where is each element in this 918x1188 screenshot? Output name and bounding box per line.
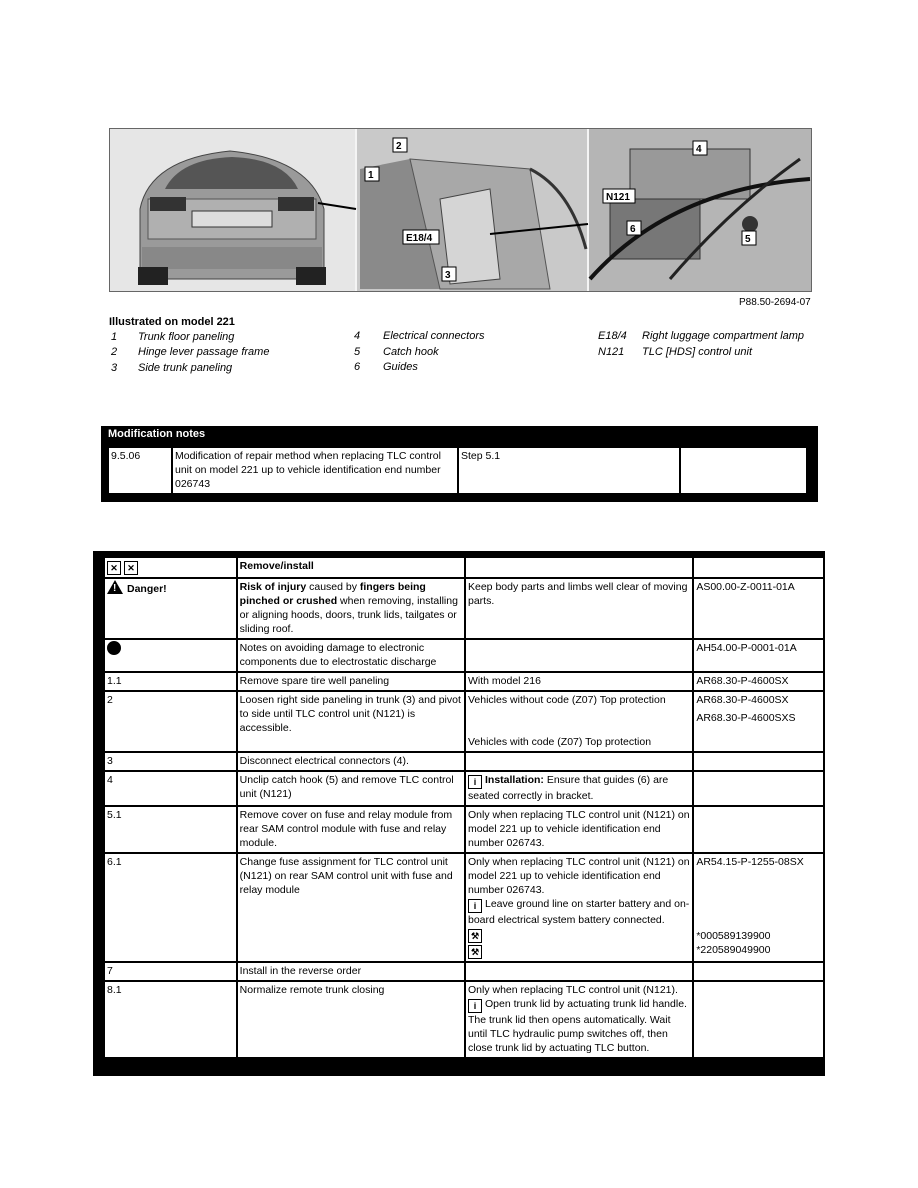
callout-5: 5 [745,234,751,245]
step-number: 8.1 [104,981,237,1058]
info-text: Open trunk lid by actuating trunk lid handle. The trunk lid then opens automatically. Wait until TLC hydraulic pump switches off, then close trunk lid by actuating TLC button. [468,998,687,1054]
modification-notes-title: Modification notes [108,428,206,440]
info-icon: i [468,899,482,913]
step-action: Change fuse assignment for TLC control unit (N121) on rear SAM control unit with fuse and relay module [237,853,465,962]
callout-3: 3 [445,270,451,281]
callout-2: 2 [396,141,402,152]
remove-install-icons: ✕ ✕ [104,557,237,578]
table-row [104,962,824,981]
step-action: Unclip catch hook (5) and remove TLC control unit (N121) [237,771,465,806]
step-action: Normalize remote trunk closing [237,981,465,1058]
legend-title: Illustrated on model 221 [109,316,235,328]
callout-n121: N121 [606,192,630,203]
modification-date: 9.5.06 [108,447,172,494]
step-note-2: Vehicles with code (Z07) Top protection [468,736,652,748]
danger-label: Danger! [127,583,167,595]
step-number: 5.1 [104,806,237,853]
step-action: Remove cover on fuse and relay module from rear SAM control module with fuse and relay module. [237,806,465,853]
step-number: 3 [104,752,237,771]
table-row [104,639,824,672]
step-action: Loosen right side paneling in trunk (3) and pivot to side until TLC control unit (N121) is accessible. [237,691,465,752]
modification-step: Step 5.1 [458,447,680,494]
callout-e18-4: E18/4 [406,233,433,244]
danger-risk: Risk of injury [239,581,307,593]
step-note: Only when replacing TLC control unit (N121) on model 221 up to vehicle identification end number 026743. [465,806,693,853]
step-note: Only when replacing TLC control unit (N121) on model 221 up to vehicle identification end number 026743. [468,856,690,896]
table-row [104,578,824,639]
modification-extra [680,447,807,494]
installation-label: Installation: [485,774,544,786]
danger-fingers: fingers being pinched or crushed [239,581,426,607]
table-row [104,672,824,691]
info-icon: i [468,775,482,789]
step-number: 1.1 [104,672,237,691]
table-row [104,691,824,752]
danger-note: Keep body parts and limbs well clear of moving parts. [465,578,693,639]
esd-icon [107,641,121,655]
callout-1: 1 [368,170,374,181]
modification-description: Modification of repair method when replacing TLC control unit on model 221 up to vehicle identification end number 026743 [172,447,458,494]
step-ref-1: AR68.30-P-4600SX [696,694,789,706]
header-title: Remove/install [237,557,465,578]
table-row [104,752,824,771]
step-action: Remove spare tire well paneling [237,672,465,691]
esd-text: Notes on avoiding damage to electronic components due to electrostatic discharge [237,639,465,672]
esd-ref: AH54.00-P-0001-01A [693,639,824,672]
step-number: 7 [104,962,237,981]
step-ref: AR54.15-P-1255-08SX [696,856,804,868]
info-text: Leave ground line on starter battery and on-board electrical system battery connected. [468,898,690,926]
table-row [104,981,824,1058]
step-ref: AR68.30-P-4600SX [693,672,824,691]
tool-number-2: *220589049900 [696,944,771,956]
danger-caused-by: caused by [306,581,360,593]
step-note-1: Vehicles without code (Z07) Top protection [468,694,666,706]
info-icon: i [468,999,482,1013]
modification-notes-box [101,426,818,502]
figure-code: P88.50-2694-07 [739,297,811,308]
table-row [104,806,824,853]
step-action: Install in the reverse order [237,962,465,981]
step-note: Only when replacing TLC control unit (N121). [468,984,678,996]
step-number: 2 [104,691,237,752]
table-row [104,771,824,806]
procedure-box [93,551,825,1076]
step-note: With model 216 [465,672,693,691]
step-number: 4 [104,771,237,806]
callout-4: 4 [696,144,702,155]
warning-icon [107,580,123,594]
tool-icon: ⚒ [468,945,482,959]
step-number: 6.1 [104,853,237,962]
table-row [104,853,824,962]
danger-rest: when removing, installing or aligning hoods, doors, trunk lids, tailgates or sliding roof. [239,595,458,635]
step-action: Disconnect electrical connectors (4). [237,752,465,771]
installation-note: Ensure that guides (6) are seated correctly in bracket. [468,774,669,802]
step-ref-2: AR68.30-P-4600SXS [696,712,796,724]
danger-ref: AS00.00-Z-0011-01A [693,578,824,639]
illustration-figure [109,128,812,292]
callout-6: 6 [630,224,636,235]
table-row [104,557,824,578]
tool-number-1: *000589139900 [696,930,771,942]
procedure-table [103,556,825,1059]
modification-notes-table [107,446,808,495]
tool-icon: ⚒ [468,929,482,943]
